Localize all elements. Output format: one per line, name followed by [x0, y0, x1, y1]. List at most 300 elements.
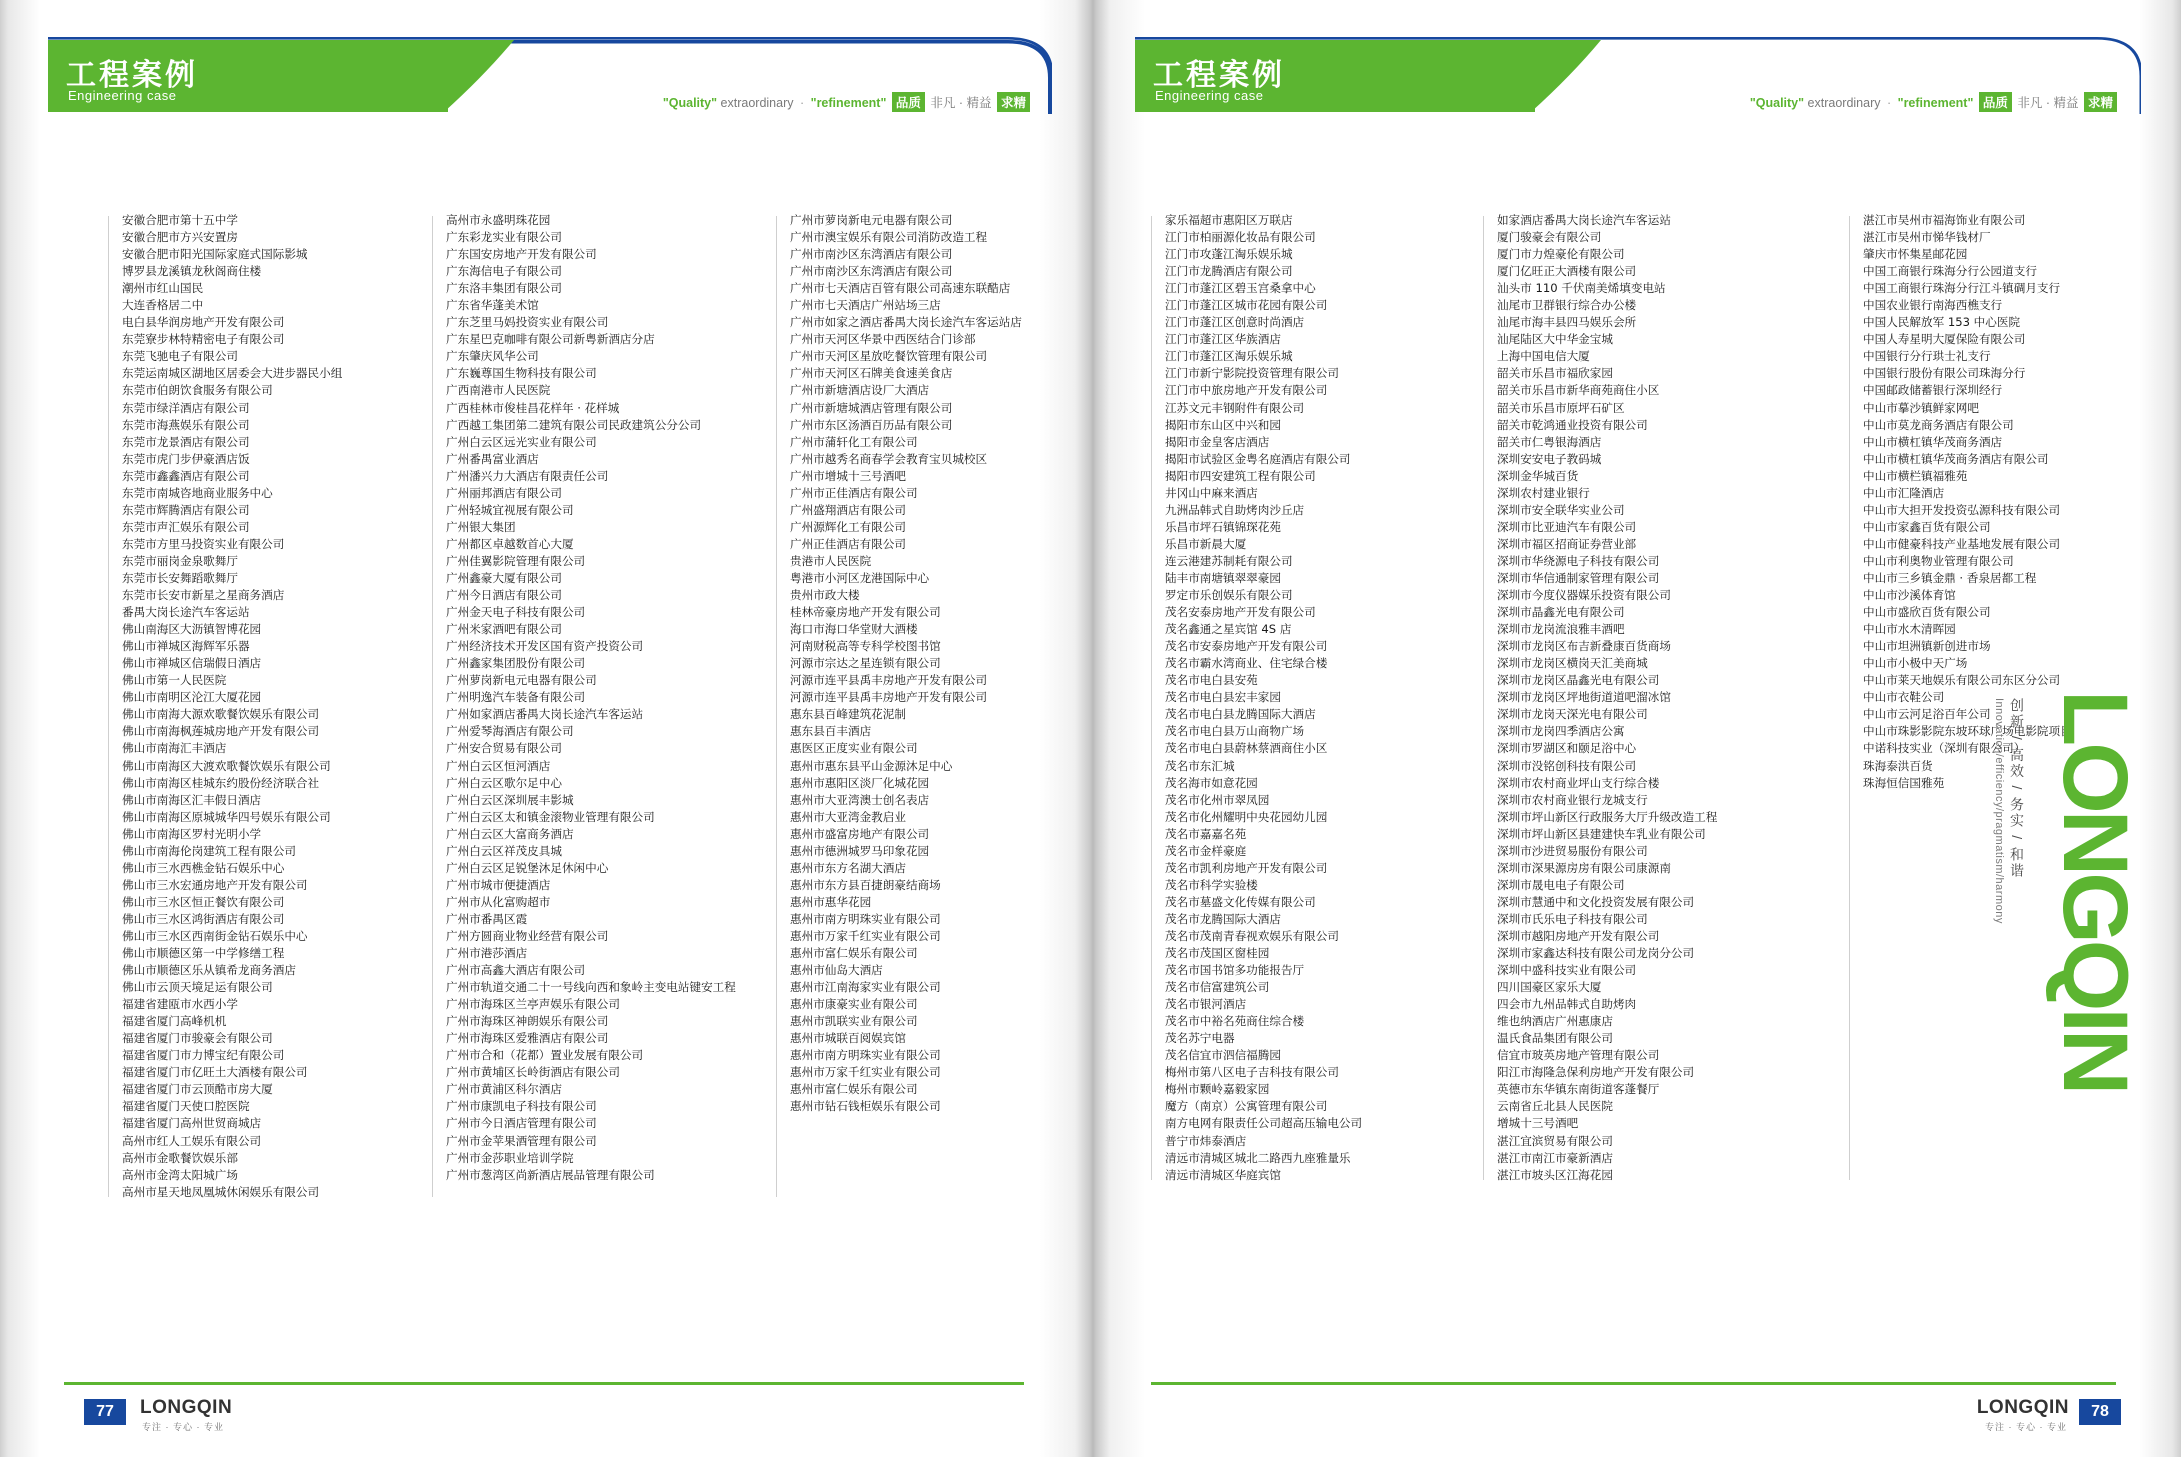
list-item: 广州丽邦酒店有限公司 — [446, 485, 562, 500]
slogan-badge-refine-right: 求精 — [2084, 92, 2117, 112]
case-column-1 — [108, 212, 432, 1201]
list-item: 惠州市万家千红实业有限公司 — [790, 1065, 941, 1080]
list-item: 佛山市顺德区乐从镇希龙商务酒店 — [122, 963, 296, 978]
list-item: 惠州市富仁娱乐有限公司 — [790, 1082, 918, 1097]
list-item: 云南省丘北县人民医院 — [1497, 1099, 1613, 1114]
list-item: 广州白云区深圳展丰影城 — [446, 792, 574, 807]
list-item: 佛山市南海大源欢歌餐饮娱乐有限公司 — [122, 707, 320, 722]
slogan-quality: "Quality" — [662, 96, 718, 110]
list-item: 中山市坦洲镇新创进市场 — [1863, 639, 1991, 654]
list-item: 佛山市三水区恒正餐饮有限公司 — [122, 894, 285, 909]
list-item: 广西桂林市俊桂昌花样年 · 花样城 — [446, 400, 620, 415]
list-item: 茂名市霸水湾商业、住宅绿合楼 — [1165, 656, 1328, 671]
list-item: 茂名市龙腾国际大酒店 — [1165, 911, 1281, 926]
list-item: 惠州市钻石钱柜娱乐有限公司 — [790, 1099, 941, 1114]
list-item: 茂名市银河酒店 — [1165, 997, 1247, 1012]
list-item: 维也纳酒店广州惠康店 — [1497, 1014, 1613, 1029]
list-item: 佛山市顺德区第一中学修缮工程 — [122, 946, 285, 961]
list-item: 深圳市家鑫达科技有限公司龙岗分公司 — [1497, 946, 1695, 961]
slogan-cn-mid: 非凡 · 精益 — [930, 96, 992, 110]
list-item: 东莞市伯朗饮食服务有限公司 — [122, 383, 273, 398]
list-item: 茂名市电白县蔚林蔡酒商住小区 — [1165, 741, 1328, 756]
list-item: 湛江宜滨贸易有限公司 — [1497, 1133, 1613, 1148]
list-item: 清远市清城区华庭宾馆 — [1165, 1167, 1281, 1182]
list-item: 广州盛翔酒店有限公司 — [790, 502, 906, 517]
list-item: 广州市黄埔区长岭街酒店有限公司 — [446, 1065, 620, 1080]
list-item: 广州米家酒吧有限公司 — [446, 622, 562, 637]
list-item: 广州市康凯电子科技有限公司 — [446, 1099, 597, 1114]
slogan-extraordinary: extraordinary — [720, 96, 794, 110]
list-item: 广州市新塘酒店设厂大酒店 — [790, 383, 930, 398]
list-item: 佛山市禅城区海辉军乐器 — [122, 639, 250, 654]
case-list-5 — [1497, 212, 1849, 1184]
list-item: 中山市三乡镇金鼎 · 香泉居都工程 — [1863, 570, 2037, 585]
list-item: 揭阳市试验区金粤名庭酒店有限公司 — [1165, 451, 1351, 466]
list-item: 深圳市沙进贸易服份有限公司 — [1497, 843, 1648, 858]
left-case-columns — [108, 212, 1110, 1201]
list-item: 高州市星天地凤凰城休闲娱乐有限公司 — [122, 1184, 320, 1199]
list-item: 广州市七天酒店广州站场三店 — [790, 298, 941, 313]
list-item: 深圳市龙岗流浪雅丰酒吧 — [1497, 622, 1625, 637]
case-column-4 — [1151, 212, 1483, 1184]
list-item: 安徽合肥市阳光国际家庭式国际影城 — [122, 247, 308, 262]
list-item: 江门市中旅房地产开发有限公司 — [1165, 383, 1328, 398]
list-item: 福建省厦门高州世贸商城店 — [122, 1116, 262, 1131]
list-item: 高州市永盛明珠花园 — [446, 213, 551, 227]
list-item: 揭阳市四安建筑工程有限公司 — [1165, 468, 1316, 483]
list-item: 广州市番禺区霞 — [446, 911, 528, 926]
list-item: 茂名市信富建筑公司 — [1165, 980, 1270, 995]
list-item: 信宜市玻英房地产管理有限公司 — [1497, 1048, 1660, 1063]
list-item: 中国邮政储蓄银行深圳经行 — [1863, 383, 2003, 398]
list-item: 江苏文元丰钢附件有限公司 — [1165, 400, 1305, 415]
list-item: 广州经济技术开发区国有资产投资公司 — [446, 639, 644, 654]
list-item: 九洲品韩式自助烤肉沙丘店 — [1165, 502, 1305, 517]
list-item: 深圳市龙岗天深光电有限公司 — [1497, 707, 1648, 722]
list-item: 河源市连平县禹丰房地产开发有限公司 — [790, 673, 988, 688]
list-item: 广东巍尊国生物科技有限公司 — [446, 366, 597, 381]
list-item: 广州源辉化工有限公司 — [790, 519, 906, 534]
list-item: 惠州市东方名湖大酒店 — [790, 860, 906, 875]
list-item: 广州番禺富业酒店 — [446, 451, 539, 466]
list-item: 肇庆市怀集星邮花园 — [1863, 247, 1968, 262]
list-item: 佛山市南海区原城城华四号娱乐有限公司 — [122, 809, 331, 824]
list-item: 佛山市南海区大渡欢歌餐饮娱乐有限公司 — [122, 758, 331, 773]
slogan-right: "Quality" extraordinary · "refinement" 品质 非凡 · 精益 求精 — [1750, 92, 2119, 112]
slogan-quality-right: "Quality" — [1749, 96, 1805, 110]
list-item: 广东肇庆风华公司 — [446, 349, 539, 364]
list-item: 高州市红人工娱乐有限公司 — [122, 1133, 262, 1148]
list-item: 深圳市华信通制家管理有限公司 — [1497, 570, 1660, 585]
list-item: 广州白云区大富商务酒店 — [446, 826, 574, 841]
list-item: 惠州市仙岛大酒店 — [790, 963, 883, 978]
list-item: 中山市衣鞋公司 — [1863, 690, 1945, 705]
list-item: 陆丰市南塘镇翠翠豪园 — [1165, 570, 1281, 585]
vertical-tagline-cn: 创新 / 高效 / 务实 / 和谐 — [2009, 698, 2025, 880]
list-item: 广州市天河区石牌美食速美食店 — [790, 366, 953, 381]
list-item: 河源市宗达之星连锁有限公司 — [790, 656, 941, 671]
list-item: 广东国安房地产开发有限公司 — [446, 247, 597, 262]
list-item: 广州市萝岗新电元电器有限公司 — [790, 213, 953, 227]
list-item: 江门市蓬江区城市花园有限公司 — [1165, 298, 1328, 313]
list-item: 魔方（南京）公寓管理有限公司 — [1165, 1099, 1328, 1114]
list-item: 中山市大担开发投资弘源科技有限公司 — [1863, 502, 2061, 517]
list-item: 广州银大集团 — [446, 519, 516, 534]
list-item: 广州市七天酒店百管有限公司高速东联酷店 — [790, 281, 1011, 296]
list-item: 东莞市海燕娱乐有限公司 — [122, 417, 250, 432]
left-header — [48, 28, 1052, 114]
list-item: 惠州市惠阳区淡厂化城花园 — [790, 775, 930, 790]
list-item: 珠海恒信国雅苑 — [1863, 775, 1945, 790]
case-column-3 — [776, 212, 1110, 1201]
list-item: 如家酒店番禺大岗长途汽车客运站 — [1497, 213, 1671, 227]
page-title-cn: 工程案例 — [66, 59, 198, 92]
slogan-refinement: "refinement" — [810, 96, 887, 110]
list-item: 四川国豪区家乐大厦 — [1497, 980, 1602, 995]
list-item: 河南财税高等专科学校图书馆 — [790, 639, 941, 654]
list-item: 家乐福超市惠阳区万联店 — [1165, 213, 1293, 227]
list-item: 湛江市坡头区江海花园 — [1497, 1167, 1613, 1182]
list-item: 广东彩龙实业有限公司 — [446, 230, 562, 245]
list-item: 深圳市农村商业坪山支行综合楼 — [1497, 775, 1660, 790]
list-item: 广州白云区远光实业有限公司 — [446, 434, 597, 449]
list-item: 东莞市辉腾酒店有限公司 — [122, 502, 250, 517]
list-item: 广东星巴克咖啡有限公司新粤新酒店分店 — [446, 332, 655, 347]
list-item: 佛山市禅城区信瑞假日酒店 — [122, 656, 262, 671]
list-item: 广州金天电子科技有限公司 — [446, 605, 586, 620]
list-item: 广州市从化富购超市 — [446, 894, 551, 909]
list-item: 中国人民解放军 153 中心医院 — [1863, 315, 2021, 330]
list-item: 惠州市德洲城罗马印象花园 — [790, 843, 930, 858]
list-item: 惠州市城联百阅娱宾馆 — [790, 1031, 906, 1046]
list-item: 广东芝里马妈投资实业有限公司 — [446, 315, 609, 330]
list-item: 茂名市嘉嘉名苑 — [1165, 826, 1247, 841]
list-item: 深圳市罗湖区和颐足浴中心 — [1497, 741, 1637, 756]
list-item: 梅州市第八区电子吉科技有限公司 — [1165, 1065, 1339, 1080]
slogan-left: "Quality" extraordinary · "refinement" 品质 非凡 · 精益 求精 — [663, 92, 1032, 112]
list-item: 中山市盛欣百货有限公司 — [1863, 605, 1991, 620]
list-item: 惠州市大亚湾澳士创名表店 — [790, 792, 930, 807]
list-item: 广州如家酒店番禺大岗长途汽车客运站 — [446, 707, 644, 722]
list-item: 佛山南海区大沥镇智博花园 — [122, 622, 262, 637]
list-item: 佛山市三水宏通房地产开发有限公司 — [122, 877, 308, 892]
list-item: 广州轻城宜视展有限公司 — [446, 502, 574, 517]
list-item: 清远市清城区城北二路西九座雅量乐 — [1165, 1150, 1351, 1165]
list-item: 茂名市茂国区窗桂园 — [1165, 946, 1270, 961]
list-item: 广州市轨道交通二十一号线向西和象岭主变电站键安工程 — [446, 980, 736, 995]
case-column-2 — [432, 212, 776, 1201]
list-item: 厦门骏豪会有限公司 — [1497, 230, 1602, 245]
list-item: 汕尾陆区大中华金宝城 — [1497, 332, 1613, 347]
list-item: 深圳市龙岗四季酒店公寓 — [1497, 724, 1625, 739]
list-item: 茂名市金样豪庭 — [1165, 843, 1247, 858]
list-item: 广州白云区太和镇金滚物业管理有限公司 — [446, 809, 655, 824]
list-item: 深圳市氏乐电子科技有限公司 — [1497, 911, 1648, 926]
list-item: 粤港市小河区龙港国际中心 — [790, 570, 930, 585]
list-item: 惠东县百丰酒店 — [790, 724, 872, 739]
list-item: 广州方圆商业物业经营有限公司 — [446, 928, 609, 943]
list-item: 广州市天河区华景中西医结合门诊部 — [790, 332, 976, 347]
list-item: 中山市家鑫百货有限公司 — [1863, 519, 1991, 534]
list-item: 广州白云区恒河酒店 — [446, 758, 551, 773]
list-item: 汕头市 110 千伏南美烯填变电站 — [1497, 281, 1666, 296]
list-item: 中国农业银行南海西樵支行 — [1863, 298, 2003, 313]
list-item: 深圳市安全联华实业公司 — [1497, 502, 1625, 517]
list-item: 韶关市乾鸿通业投资有限公司 — [1497, 417, 1648, 432]
list-item: 茂名海市如意花园 — [1165, 775, 1258, 790]
page-title-cn-right: 工程案例 — [1153, 59, 1285, 92]
title-band-taper-right — [1531, 40, 1601, 112]
list-item: 中山市莱天地娱乐有限公司东区分公司 — [1863, 673, 2061, 688]
list-item: 广州白云区足锐堡沐足休闲中心 — [446, 860, 609, 875]
list-item: 广州市正佳酒店有限公司 — [790, 485, 918, 500]
list-item: 中山市珠影影院东坡环球广场电影院项目 — [1863, 724, 2072, 739]
list-item: 中山市横栏镇福雅苑 — [1863, 468, 1968, 483]
list-item: 英德市东华镇东南街道客蓬餐厅 — [1497, 1082, 1660, 1097]
list-item: 阳江市海隆急保利房地产开发有限公司 — [1497, 1065, 1695, 1080]
list-item: 茂名市电白县万山商物广场 — [1165, 724, 1305, 739]
list-item: 深圳市坪山新区行政服务大厅升级改造工程 — [1497, 809, 1718, 824]
list-item: 湛江市南江市豪新酒店 — [1497, 1150, 1613, 1165]
list-item: 深圳市晶鑫光电有限公司 — [1497, 605, 1625, 620]
list-item: 广州市海珠区爱雅酒店有限公司 — [446, 1031, 609, 1046]
list-item: 广东省华蓬美术馆 — [446, 298, 539, 313]
list-item: 广州潘兴力大酒店有限责任公司 — [446, 468, 609, 483]
list-item: 中山市莫龙商务酒店有限公司 — [1863, 417, 2014, 432]
list-item: 佛山市南海伦岗建筑工程有限公司 — [122, 843, 296, 858]
list-item: 广州市东区汤酒百历品有限公司 — [790, 417, 953, 432]
list-item: 广州萝岗新电元电器有限公司 — [446, 673, 597, 688]
list-item: 茂名安泰房地产开发有限公司 — [1165, 605, 1316, 620]
slogan-badge-quality: 品质 — [892, 92, 925, 112]
list-item: 河源市连平县禹丰房地产开发有限公司 — [790, 690, 988, 705]
list-item: 博罗县龙溪镇龙秋阁商住楼 — [122, 264, 262, 279]
list-item: 惠州市大亚湾金教启业 — [790, 809, 906, 824]
list-item: 广州市澳宝娱乐有限公司消防改造工程 — [790, 230, 988, 245]
case-list-4 — [1165, 212, 1483, 1184]
list-item: 珠海泰洪百货 — [1863, 758, 1933, 773]
list-item: 惠州市凯联实业有限公司 — [790, 1014, 918, 1029]
list-item: 东莞寮步林特精密电子有限公司 — [122, 332, 285, 347]
list-item: 深圳市龙岗区坪地街道道吧溜冰馆 — [1497, 690, 1671, 705]
left-footer-rule — [64, 1382, 1024, 1385]
vertical-brand-word: LONGQIN — [2044, 690, 2146, 1092]
list-item: 茂名市茂南青春视欢娱乐有限公司 — [1165, 928, 1339, 943]
list-item: 茂名市凯利房地产开发有限公司 — [1165, 860, 1328, 875]
list-item: 茂名市安泰房地产开发有限公司 — [1165, 639, 1328, 654]
list-item: 茂名市中裕名苑商住综合楼 — [1165, 1014, 1305, 1029]
list-item: 电白县华润房地产开发有限公司 — [122, 315, 285, 330]
list-item: 江门市攻蓬江淘乐娱乐城 — [1165, 247, 1293, 262]
right-footer-rule — [1151, 1382, 2116, 1385]
list-item: 中山市小极中天广场 — [1863, 656, 1968, 671]
list-item: 贵州市政大楼 — [790, 588, 860, 603]
page-title-en-right: Engineering case — [1155, 88, 1264, 103]
list-item: 东莞市龙景酒店有限公司 — [122, 434, 250, 449]
list-item: 中诺科技实业（深圳有限公司） — [1863, 741, 2026, 756]
list-item: 江门市蓬江区创意时尚酒店 — [1165, 315, 1305, 330]
list-item: 广州爱琴海酒店有限公司 — [446, 724, 574, 739]
vertical-brand-block — [1887, 690, 2147, 1092]
list-item: 广东洛丰集团有限公司 — [446, 281, 562, 296]
list-item: 惠州市江南海家实业有限公司 — [790, 980, 941, 995]
list-item: 福建省厦门市力博宝纪有限公司 — [122, 1048, 285, 1063]
list-item: 广州市新塘城酒店管理有限公司 — [790, 400, 953, 415]
list-item: 广州正佳酒店有限公司 — [790, 536, 906, 551]
list-item: 广西越工集团第二建筑有限公司民政建筑公分公司 — [446, 417, 702, 432]
left-page — [0, 0, 1090, 1457]
list-item: 桂林帝豪房地产开发有限公司 — [790, 605, 941, 620]
list-item: 广州鑫豪大厦有限公司 — [446, 570, 562, 585]
list-item: 湛江市吴州市福海饰业有限公司 — [1863, 213, 2026, 227]
list-item: 广州白云区祥茂皮具城 — [446, 843, 562, 858]
list-item: 乐昌市新晨大厦 — [1165, 536, 1247, 551]
left-page-number: 77 — [84, 1399, 126, 1425]
list-item: 中国银行分行珙士礼支行 — [1863, 349, 1991, 364]
list-item: 广州都区卓越数首心大厦 — [446, 536, 574, 551]
list-item: 广州市金苹果酒管理有限公司 — [446, 1133, 597, 1148]
list-item: 上海中国电信大厦 — [1497, 349, 1590, 364]
list-item: 深圳市没铭创科技有限公司 — [1497, 758, 1637, 773]
list-item: 广州市如家之酒店番禺大岗长途汽车客运站店 — [790, 315, 1022, 330]
list-item: 揭阳市金皇客店酒店 — [1165, 434, 1270, 449]
list-item: 中山市云河足浴百年公司 — [1863, 707, 1991, 722]
list-item: 福建省厦门市亿旺土大酒楼有限公司 — [122, 1065, 308, 1080]
list-item: 江门市新宁影院投资管理有限公司 — [1165, 366, 1339, 381]
list-item: 茂名市科学实验楼 — [1165, 877, 1258, 892]
list-item: 中山市摹沙镇鲜家网吧 — [1863, 400, 1979, 415]
list-item: 广州今日酒店有限公司 — [446, 588, 562, 603]
list-item: 深圳市越阳房地产开发有限公司 — [1497, 928, 1660, 943]
list-item: 安徽合肥市方兴安置房 — [122, 230, 238, 245]
list-item: 深圳市福区招商证券营业部 — [1497, 536, 1637, 551]
list-item: 佛山市三水区西南街金钻石娱乐中心 — [122, 928, 308, 943]
list-item: 广州市海珠区兰亭声娱乐有限公司 — [446, 997, 620, 1012]
list-item: 广州市天河区星放吃餐饮管理有限公司 — [790, 349, 988, 364]
list-item: 深圳金华城百货 — [1497, 468, 1579, 483]
list-item: 广州白云区歌尔足中心 — [446, 775, 562, 790]
vertical-tagline-en: Innovation/efficiency/pragmatism/harmony — [1993, 698, 2005, 924]
list-item: 揭阳市东山区中兴和园 — [1165, 417, 1281, 432]
list-item: 茂名市国书馆多功能报告厅 — [1165, 963, 1305, 978]
list-item: 广州安合贸易有限公司 — [446, 741, 562, 756]
list-item: 高州市金湾太阳城广场 — [122, 1167, 238, 1182]
list-item: 茂名市电白县宏丰家园 — [1165, 690, 1281, 705]
list-item: 深圳安安电子教码城 — [1497, 451, 1602, 466]
case-list-3 — [790, 212, 1110, 1115]
list-item: 梅州市颗岭嘉毅家园 — [1165, 1082, 1270, 1097]
list-item: 广州市越秀名商春学会教育宝贝城校区 — [790, 451, 988, 466]
list-item: 东莞市南城咨地商业服务中心 — [122, 485, 273, 500]
case-column-5 — [1483, 212, 1849, 1184]
list-item: 东莞市绿洋酒店有限公司 — [122, 400, 250, 415]
list-item: 深圳市慧通中和文化投资发展有限公司 — [1497, 894, 1695, 909]
list-item: 中山市横杠镇华茂商务酒店有限公司 — [1863, 451, 2049, 466]
list-item: 东莞运南城区湖地区居委会大进步器民小组 — [122, 366, 343, 381]
right-page — [1091, 0, 2181, 1457]
list-item: 广州市城市便捷酒店 — [446, 877, 551, 892]
list-item: 韶关市仁粤银海酒店 — [1497, 434, 1602, 449]
list-item: 广州市增城十三号酒吧 — [790, 468, 906, 483]
list-item: 江门市蓬江区淘乐娱乐城 — [1165, 349, 1293, 364]
list-item: 普宁市炜泰酒店 — [1165, 1133, 1247, 1148]
right-header — [1135, 28, 2141, 114]
slogan-cn-mid-right: 非凡 · 精益 — [2017, 96, 2079, 110]
list-item: 惠州市南方明珠实业有限公司 — [790, 911, 941, 926]
list-item: 韶关市乐昌市福欣家园 — [1497, 366, 1613, 381]
right-page-number: 78 — [2079, 1399, 2121, 1425]
list-item: 番禺大岗长途汽车客运站 — [122, 605, 250, 620]
list-item: 东莞市长安舞蹈歌舞厅 — [122, 570, 238, 585]
list-item: 大连香格居二中 — [122, 298, 204, 313]
list-item: 广州明逸汽车装备有限公司 — [446, 690, 586, 705]
list-item: 佛山市第一人民医院 — [122, 673, 227, 688]
list-item: 江门市龙腾酒店有限公司 — [1165, 264, 1293, 279]
brand-name-left: LONGQIN — [140, 1397, 233, 1418]
list-item: 惠州市东方县百捷朗豪结商场 — [790, 877, 941, 892]
list-item: 广州市港莎酒店 — [446, 946, 528, 961]
list-item: 罗定市乐创娱乐有限公司 — [1165, 588, 1293, 603]
list-item: 中山市横杠镇华茂商务酒店 — [1863, 434, 2003, 449]
list-item: 东莞市长安市新星之星商务酒店 — [122, 588, 285, 603]
list-item: 福建省建瓯市水西小学 — [122, 997, 238, 1012]
list-item: 深圳市深果源房房有限公司康源南 — [1497, 860, 1671, 875]
list-item: 江门市蓬江区碧玉宫桑拿中心 — [1165, 281, 1316, 296]
list-item: 海口市海口华堂财大酒楼 — [790, 622, 918, 637]
list-item: 佛山市南海区桂城东约股份经济联合社 — [122, 775, 320, 790]
list-item: 茂名信宜市泗信福腾园 — [1165, 1048, 1281, 1063]
list-item: 福建省厦门天使口腔医院 — [122, 1099, 250, 1114]
list-item: 广州市葱湾区尚新酒店展品管理有限公司 — [446, 1167, 655, 1182]
list-item: 井冈山中麻来酒店 — [1165, 485, 1258, 500]
list-item: 厦门市力煌豪伦有限公司 — [1497, 247, 1625, 262]
list-item: 安徽合肥市第十五中学 — [122, 213, 238, 227]
list-item: 连云港建苏制耗有限公司 — [1165, 553, 1293, 568]
list-item: 深圳市今度仪器媒乐投资有限公司 — [1497, 588, 1671, 603]
list-item: 惠州市万家千红实业有限公司 — [790, 928, 941, 943]
brand-sub-left: 专注 · 专心 · 专业 — [142, 1422, 224, 1432]
page-title-en: Engineering case — [68, 88, 177, 103]
list-item: 南方电网有限责任公司超高压输电公司 — [1165, 1116, 1363, 1131]
list-item: 汕尾市卫群银行综合办公楼 — [1497, 298, 1637, 313]
list-item: 惠州市南方明珠实业有限公司 — [790, 1048, 941, 1063]
list-item: 广州鑫家集团股份有限公司 — [446, 656, 586, 671]
list-item: 茂名苏宁电器 — [1165, 1031, 1235, 1046]
list-item: 汕尾市海丰县四马娱乐会所 — [1497, 315, 1637, 330]
list-item: 深圳市龙岗区晶鑫光电有限公司 — [1497, 673, 1660, 688]
list-item: 广州市合和（花都）置业发展有限公司 — [446, 1048, 644, 1063]
list-item: 贵港市人民医院 — [790, 553, 872, 568]
list-item: 温氏食品集团有限公司 — [1497, 1031, 1613, 1046]
list-item: 韶关市乐昌市原坪石矿区 — [1497, 400, 1625, 415]
list-item: 东莞市丽岗金泉歌舞厅 — [122, 553, 238, 568]
list-item: 厦门亿旺正大酒楼有限公司 — [1497, 264, 1637, 279]
brand-sub-right: 专注 · 专心 · 专业 — [1985, 1422, 2067, 1432]
list-item: 中山市沙溪体育馆 — [1863, 588, 1956, 603]
list-item: 深圳中盛科技实业有限公司 — [1497, 963, 1637, 978]
list-item: 惠东县百峰建筑花泥制 — [790, 707, 906, 722]
list-item: 广州佳翼影院管理有限公司 — [446, 553, 586, 568]
list-item: 深圳市华绕源电子科技有限公司 — [1497, 553, 1660, 568]
slogan-refinement-right: "refinement" — [1897, 96, 1974, 110]
list-item: 东莞市方里马投资实业有限公司 — [122, 536, 285, 551]
list-item: 广西南港市人民医院 — [446, 383, 551, 398]
list-item: 广州市南沙区东湾酒店有限公司 — [790, 264, 953, 279]
list-item: 广州市海珠区神朗娱乐有限公司 — [446, 1014, 609, 1029]
list-item: 惠州市康豪实业有限公司 — [790, 997, 918, 1012]
list-item: 佛山市三水区鸿街酒店有限公司 — [122, 911, 285, 926]
list-item: 中山市水木清晖园 — [1863, 622, 1956, 637]
